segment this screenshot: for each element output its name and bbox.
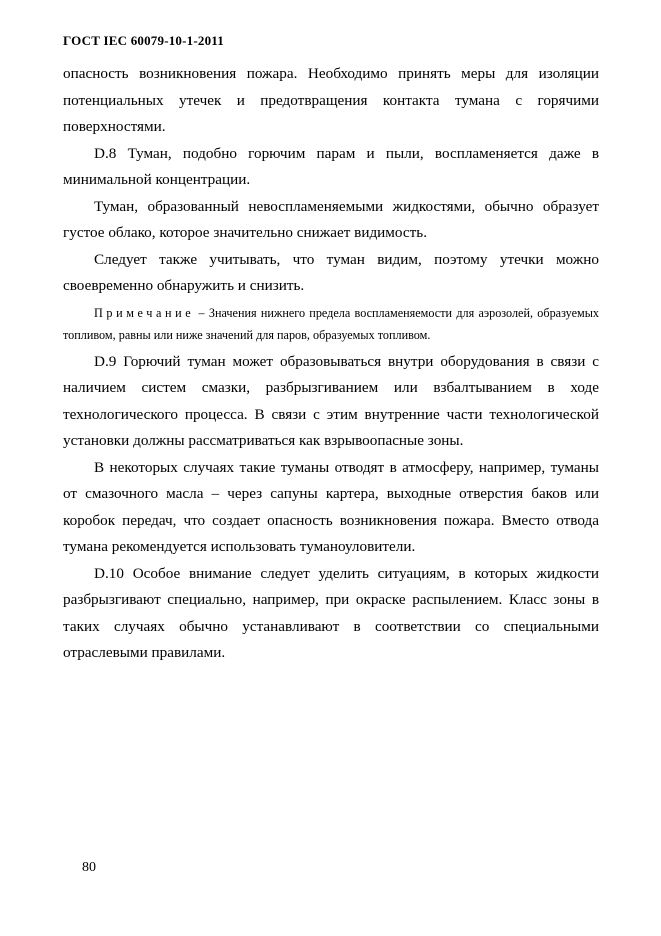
document-header-code: ГОСТ IEC 60079-10-1-2011 [63,33,224,48]
paragraph-fog-visible: Следует также учитывать, что туман видим, поэтому утечки можно своевременно обнаружить и снизить. [63,250,599,294]
paragraph-d8: D.8 Туман, подобно горючим парам и пыли, воспламеняется даже в минимальной концентрации. [63,144,599,188]
paragraph-fog-cloud: Туман, образованный невоспламеняемыми жидкостями, обычно образует густое облако, которое значительно снижает видимость. [63,197,599,241]
note-label: Примечание [94,305,195,320]
note [63,300,599,349]
page-number: 80 [82,860,96,875]
paragraph-d10: D.10 Особое внимание следует уделить ситуациям, в которых жидкости разбрызгивают специально, например, при окраске распылением. Класс зоны в таких случаях обычно устанавливают в соответствии со специальными отраслевыми правилами. [63,564,599,661]
paragraph-d9: D.9 Горючий туман может образовываться внутри оборудования в связи с наличием систем смазки, разбрызгиванием или взбалтыванием в ходе технологического процесса. В связи с этим внутренние части технологической установки должны рассматриваться как взрывоопасные зоны. [63,352,599,449]
paragraph-fog-venting: В некоторых случаях такие туманы отводят в атмосферу, например, туманы от смазочного масла – через сапуны картера, выходные отверстия баков или коробок передач, что создает опасность возникновения пожара. Вместо отвода тумана рекомендуется использовать туманоуловители. [63,458,599,555]
paragraph-continuation: опасность возникновения пожара. Необходимо принять меры для изоляции потенциальных утечек и предотвращения контакта тумана с горячими поверхностями. [63,65,599,135]
document-body [63,61,599,667]
note-text: – Значения нижнего предела воспламеняемости для аэрозолей, образуемых топливом, равны или ниже значений для паров, образуемых топливом. [63,305,599,342]
